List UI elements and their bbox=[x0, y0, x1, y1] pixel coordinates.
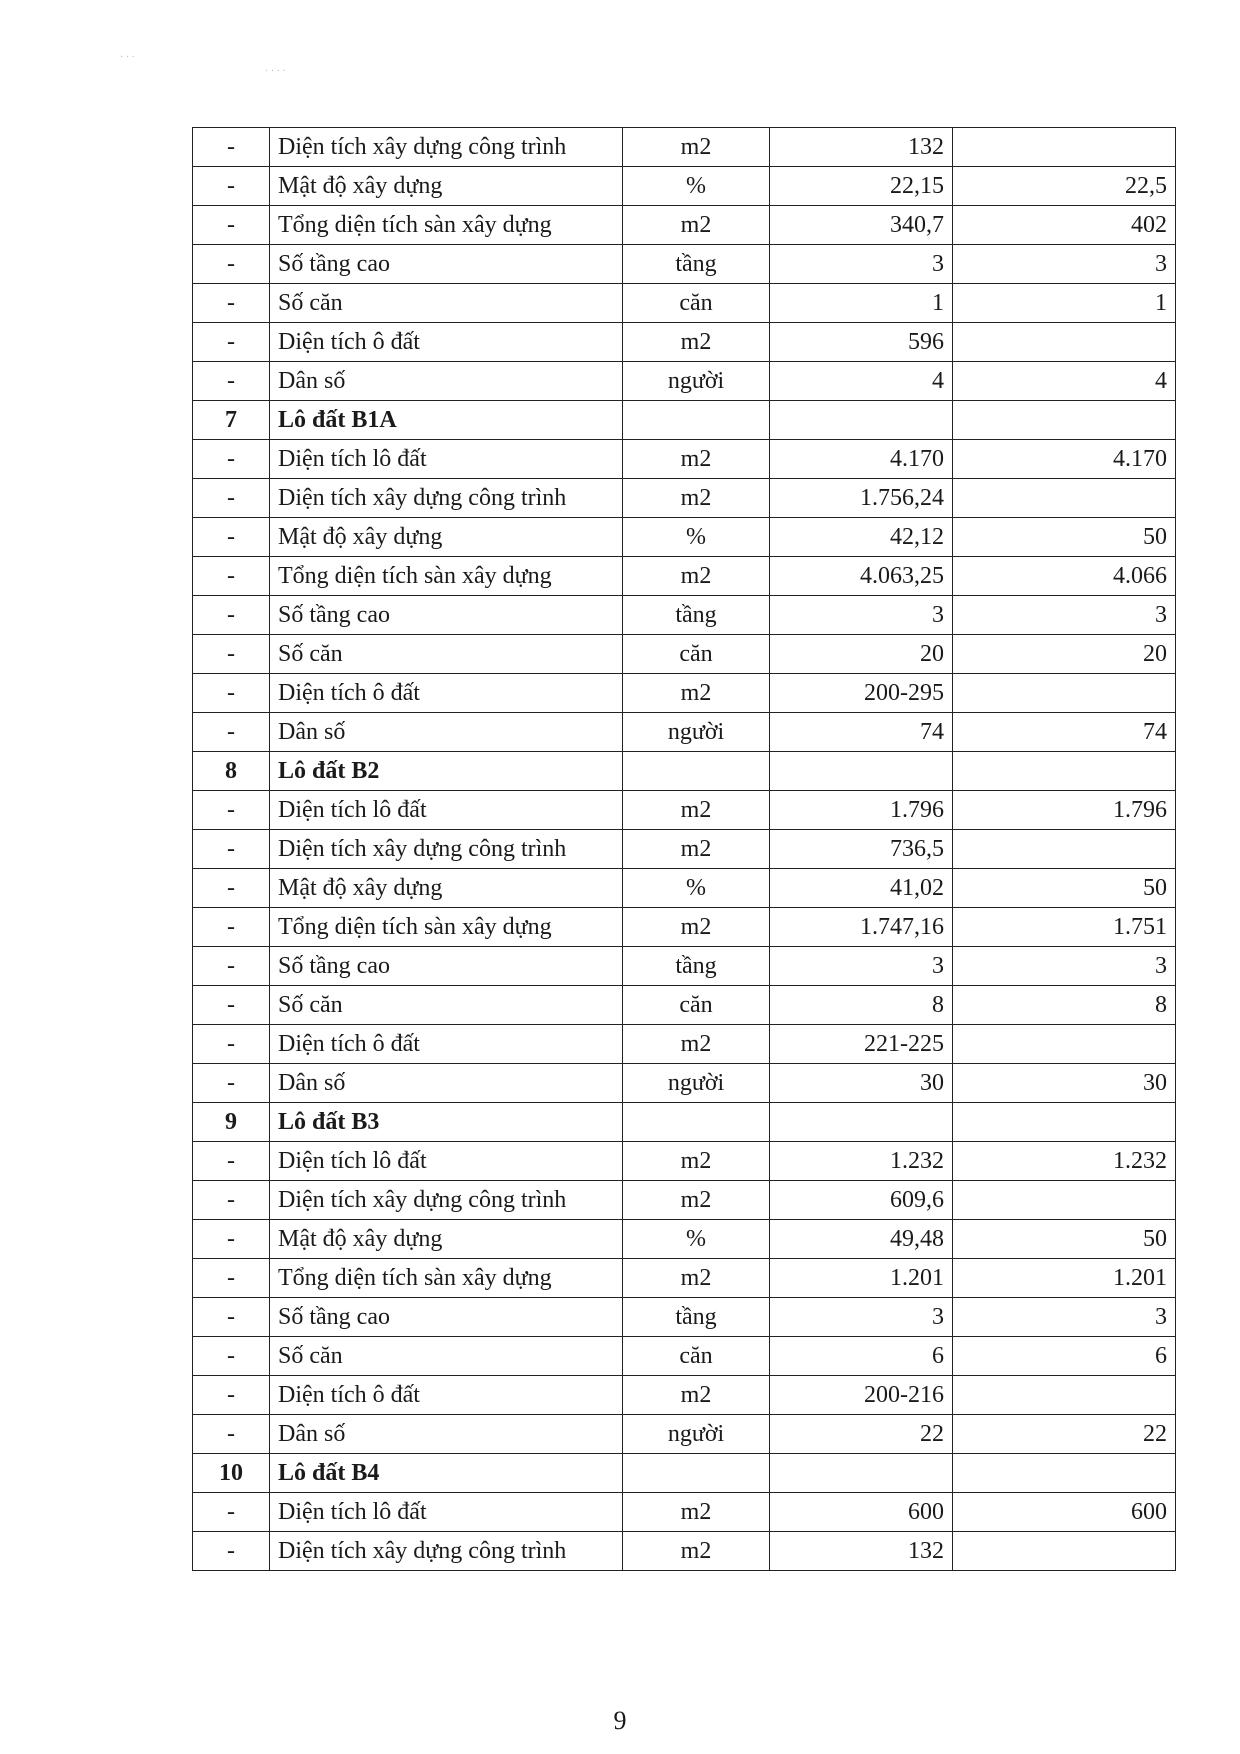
limit-cell: 4 bbox=[953, 362, 1176, 401]
table-row bbox=[193, 479, 1176, 518]
indicator-name-cell: Diện tích ô đất bbox=[270, 1376, 623, 1415]
value-cell: 22 bbox=[770, 1415, 953, 1454]
indicator-name-cell: Diện tích xây dựng công trình bbox=[270, 1532, 623, 1571]
indicator-name-cell: Mật độ xây dựng bbox=[270, 869, 623, 908]
indicator-name-cell: Lô đất B1A bbox=[270, 401, 623, 440]
indicator-name-cell: Diện tích ô đất bbox=[270, 1025, 623, 1064]
limit-cell: 1.201 bbox=[953, 1259, 1176, 1298]
limit-cell bbox=[953, 323, 1176, 362]
value-cell bbox=[770, 1454, 953, 1493]
value-cell: 200-295 bbox=[770, 674, 953, 713]
table-row bbox=[193, 869, 1176, 908]
limit-cell: 1.232 bbox=[953, 1142, 1176, 1181]
row-number-cell: - bbox=[193, 1337, 270, 1376]
section-row bbox=[193, 1103, 1176, 1142]
row-number-cell: - bbox=[193, 479, 270, 518]
indicator-name-cell: Mật độ xây dựng bbox=[270, 167, 623, 206]
limit-cell: 8 bbox=[953, 986, 1176, 1025]
table-row bbox=[193, 518, 1176, 557]
row-number-cell: - bbox=[193, 947, 270, 986]
limit-cell: 22,5 bbox=[953, 167, 1176, 206]
value-cell: 74 bbox=[770, 713, 953, 752]
table-row bbox=[193, 908, 1176, 947]
indicator-name-cell: Diện tích ô đất bbox=[270, 323, 623, 362]
unit-cell: tầng bbox=[623, 245, 770, 284]
limit-cell: 402 bbox=[953, 206, 1176, 245]
row-number-cell: 9 bbox=[193, 1103, 270, 1142]
unit-cell: người bbox=[623, 1064, 770, 1103]
table-row bbox=[193, 557, 1176, 596]
limit-cell bbox=[953, 128, 1176, 167]
row-number-cell: - bbox=[193, 284, 270, 323]
value-cell: 340,7 bbox=[770, 206, 953, 245]
row-number-cell: - bbox=[193, 986, 270, 1025]
table-row bbox=[193, 635, 1176, 674]
table-row bbox=[193, 440, 1176, 479]
table-row bbox=[193, 362, 1176, 401]
unit-cell: căn bbox=[623, 986, 770, 1025]
limit-cell: 1 bbox=[953, 284, 1176, 323]
unit-cell: m2 bbox=[623, 1259, 770, 1298]
unit-cell: tầng bbox=[623, 1298, 770, 1337]
row-number-cell: - bbox=[193, 791, 270, 830]
unit-cell bbox=[623, 1103, 770, 1142]
limit-cell: 1.796 bbox=[953, 791, 1176, 830]
value-cell: 132 bbox=[770, 1532, 953, 1571]
value-cell: 1.756,24 bbox=[770, 479, 953, 518]
limit-cell: 1.751 bbox=[953, 908, 1176, 947]
limit-cell bbox=[953, 830, 1176, 869]
indicator-name-cell: Diện tích lô đất bbox=[270, 440, 623, 479]
indicator-name-cell: Số căn bbox=[270, 1337, 623, 1376]
value-cell: 4 bbox=[770, 362, 953, 401]
unit-cell: người bbox=[623, 362, 770, 401]
table-row bbox=[193, 1376, 1176, 1415]
limit-cell: 3 bbox=[953, 1298, 1176, 1337]
unit-cell: m2 bbox=[623, 908, 770, 947]
value-cell: 8 bbox=[770, 986, 953, 1025]
row-number-cell: 8 bbox=[193, 752, 270, 791]
unit-cell: m2 bbox=[623, 1493, 770, 1532]
row-number-cell: 10 bbox=[193, 1454, 270, 1493]
indicator-name-cell: Diện tích ô đất bbox=[270, 674, 623, 713]
unit-cell: m2 bbox=[623, 674, 770, 713]
value-cell: 609,6 bbox=[770, 1181, 953, 1220]
row-number-cell: - bbox=[193, 869, 270, 908]
indicator-name-cell: Tổng diện tích sàn xây dựng bbox=[270, 206, 623, 245]
indicator-name-cell: Tổng diện tích sàn xây dựng bbox=[270, 557, 623, 596]
indicator-name-cell: Số căn bbox=[270, 635, 623, 674]
indicator-name-cell: Diện tích xây dựng công trình bbox=[270, 830, 623, 869]
value-cell bbox=[770, 752, 953, 791]
row-number-cell: - bbox=[193, 1532, 270, 1571]
table-row bbox=[193, 1298, 1176, 1337]
indicator-name-cell: Diện tích xây dựng công trình bbox=[270, 479, 623, 518]
unit-cell: m2 bbox=[623, 440, 770, 479]
limit-cell bbox=[953, 1025, 1176, 1064]
unit-cell bbox=[623, 401, 770, 440]
indicator-name-cell: Số căn bbox=[270, 284, 623, 323]
table-row bbox=[193, 284, 1176, 323]
section-row bbox=[193, 752, 1176, 791]
value-cell: 600 bbox=[770, 1493, 953, 1532]
indicator-name-cell: Diện tích xây dựng công trình bbox=[270, 128, 623, 167]
value-cell: 3 bbox=[770, 245, 953, 284]
value-cell: 30 bbox=[770, 1064, 953, 1103]
scan-artifact: · · · bbox=[120, 52, 135, 63]
page-number: 9 bbox=[613, 1706, 627, 1735]
limit-cell bbox=[953, 674, 1176, 713]
indicator-name-cell: Dân số bbox=[270, 713, 623, 752]
unit-cell: căn bbox=[623, 284, 770, 323]
row-number-cell: - bbox=[193, 1220, 270, 1259]
indicator-name-cell: Số tầng cao bbox=[270, 947, 623, 986]
table-row bbox=[193, 167, 1176, 206]
row-number-cell: - bbox=[193, 1025, 270, 1064]
indicator-name-cell: Mật độ xây dựng bbox=[270, 1220, 623, 1259]
value-cell: 3 bbox=[770, 1298, 953, 1337]
table-row bbox=[193, 830, 1176, 869]
value-cell: 221-225 bbox=[770, 1025, 953, 1064]
limit-cell bbox=[953, 752, 1176, 791]
table-row bbox=[193, 596, 1176, 635]
limit-cell bbox=[953, 1103, 1176, 1142]
value-cell: 1.232 bbox=[770, 1142, 953, 1181]
indicator-name-cell: Số tầng cao bbox=[270, 245, 623, 284]
limit-cell: 50 bbox=[953, 1220, 1176, 1259]
indicator-name-cell: Dân số bbox=[270, 362, 623, 401]
unit-cell: tầng bbox=[623, 596, 770, 635]
value-cell bbox=[770, 1103, 953, 1142]
limit-cell: 22 bbox=[953, 1415, 1176, 1454]
value-cell: 3 bbox=[770, 947, 953, 986]
unit-cell: % bbox=[623, 1220, 770, 1259]
row-number-cell: - bbox=[193, 1142, 270, 1181]
value-cell: 1 bbox=[770, 284, 953, 323]
limit-cell: 20 bbox=[953, 635, 1176, 674]
value-cell: 736,5 bbox=[770, 830, 953, 869]
unit-cell: m2 bbox=[623, 791, 770, 830]
limit-cell: 30 bbox=[953, 1064, 1176, 1103]
row-number-cell: - bbox=[193, 128, 270, 167]
row-number-cell: - bbox=[193, 1181, 270, 1220]
row-number-cell: - bbox=[193, 1376, 270, 1415]
limit-cell: 4.170 bbox=[953, 440, 1176, 479]
table-row bbox=[193, 1025, 1176, 1064]
table-row bbox=[193, 1220, 1176, 1259]
table-row bbox=[193, 1532, 1176, 1571]
unit-cell: % bbox=[623, 518, 770, 557]
indicator-name-cell: Số tầng cao bbox=[270, 1298, 623, 1337]
indicator-name-cell: Diện tích xây dựng công trình bbox=[270, 1181, 623, 1220]
row-number-cell: - bbox=[193, 245, 270, 284]
value-cell: 42,12 bbox=[770, 518, 953, 557]
unit-cell: người bbox=[623, 1415, 770, 1454]
unit-cell: % bbox=[623, 869, 770, 908]
value-cell: 200-216 bbox=[770, 1376, 953, 1415]
indicator-name-cell: Lô đất B2 bbox=[270, 752, 623, 791]
row-number-cell: - bbox=[193, 362, 270, 401]
indicator-name-cell: Diện tích lô đất bbox=[270, 1142, 623, 1181]
value-cell: 132 bbox=[770, 128, 953, 167]
row-number-cell: - bbox=[193, 1064, 270, 1103]
table-row bbox=[193, 1181, 1176, 1220]
indicator-name-cell: Tổng diện tích sàn xây dựng bbox=[270, 908, 623, 947]
limit-cell bbox=[953, 1376, 1176, 1415]
row-number-cell: - bbox=[193, 557, 270, 596]
limit-cell: 3 bbox=[953, 245, 1176, 284]
row-number-cell: - bbox=[193, 596, 270, 635]
limit-cell: 600 bbox=[953, 1493, 1176, 1532]
table-row bbox=[193, 206, 1176, 245]
section-row bbox=[193, 401, 1176, 440]
unit-cell: m2 bbox=[623, 479, 770, 518]
value-cell: 20 bbox=[770, 635, 953, 674]
scan-artifact: · · · · bbox=[265, 66, 286, 77]
value-cell: 596 bbox=[770, 323, 953, 362]
limit-cell bbox=[953, 1532, 1176, 1571]
row-number-cell: - bbox=[193, 323, 270, 362]
limit-cell: 74 bbox=[953, 713, 1176, 752]
indicator-name-cell: Diện tích lô đất bbox=[270, 1493, 623, 1532]
unit-cell: % bbox=[623, 167, 770, 206]
limit-cell bbox=[953, 401, 1176, 440]
unit-cell: m2 bbox=[623, 323, 770, 362]
row-number-cell: - bbox=[193, 830, 270, 869]
row-number-cell: - bbox=[193, 1259, 270, 1298]
table-row bbox=[193, 1259, 1176, 1298]
indicator-name-cell: Số căn bbox=[270, 986, 623, 1025]
unit-cell bbox=[623, 752, 770, 791]
unit-cell: người bbox=[623, 713, 770, 752]
table-row bbox=[193, 791, 1176, 830]
indicator-name-cell: Dân số bbox=[270, 1064, 623, 1103]
limit-cell bbox=[953, 1454, 1176, 1493]
table-row bbox=[193, 128, 1176, 167]
row-number-cell: - bbox=[193, 674, 270, 713]
row-number-cell: - bbox=[193, 1298, 270, 1337]
land-plot-indicators-table bbox=[192, 127, 1176, 1571]
indicator-name-cell: Số tầng cao bbox=[270, 596, 623, 635]
indicator-name-cell: Diện tích lô đất bbox=[270, 791, 623, 830]
limit-cell: 3 bbox=[953, 947, 1176, 986]
indicator-name-cell: Lô đất B4 bbox=[270, 1454, 623, 1493]
table-row bbox=[193, 1064, 1176, 1103]
table-row bbox=[193, 986, 1176, 1025]
unit-cell: m2 bbox=[623, 1142, 770, 1181]
limit-cell: 6 bbox=[953, 1337, 1176, 1376]
value-cell: 1.747,16 bbox=[770, 908, 953, 947]
value-cell: 3 bbox=[770, 596, 953, 635]
value-cell bbox=[770, 401, 953, 440]
unit-cell bbox=[623, 1454, 770, 1493]
row-number-cell: - bbox=[193, 1415, 270, 1454]
limit-cell: 50 bbox=[953, 518, 1176, 557]
value-cell: 4.170 bbox=[770, 440, 953, 479]
indicator-name-cell: Lô đất B3 bbox=[270, 1103, 623, 1142]
unit-cell: m2 bbox=[623, 1532, 770, 1571]
indicator-name-cell: Dân số bbox=[270, 1415, 623, 1454]
value-cell: 1.796 bbox=[770, 791, 953, 830]
table-row bbox=[193, 674, 1176, 713]
table-row bbox=[193, 1493, 1176, 1532]
limit-cell: 4.066 bbox=[953, 557, 1176, 596]
unit-cell: căn bbox=[623, 635, 770, 674]
unit-cell: căn bbox=[623, 1337, 770, 1376]
table-row bbox=[193, 713, 1176, 752]
row-number-cell: - bbox=[193, 713, 270, 752]
row-number-cell: - bbox=[193, 1493, 270, 1532]
table-row bbox=[193, 1337, 1176, 1376]
limit-cell bbox=[953, 479, 1176, 518]
indicator-name-cell: Tổng diện tích sàn xây dựng bbox=[270, 1259, 623, 1298]
value-cell: 41,02 bbox=[770, 869, 953, 908]
row-number-cell: - bbox=[193, 440, 270, 479]
row-number-cell: 7 bbox=[193, 401, 270, 440]
section-row bbox=[193, 1454, 1176, 1493]
table-row bbox=[193, 245, 1176, 284]
table-body bbox=[193, 128, 1176, 1571]
row-number-cell: - bbox=[193, 518, 270, 557]
table-row bbox=[193, 1415, 1176, 1454]
limit-cell bbox=[953, 1181, 1176, 1220]
row-number-cell: - bbox=[193, 908, 270, 947]
row-number-cell: - bbox=[193, 635, 270, 674]
unit-cell: m2 bbox=[623, 830, 770, 869]
value-cell: 6 bbox=[770, 1337, 953, 1376]
unit-cell: m2 bbox=[623, 557, 770, 596]
unit-cell: m2 bbox=[623, 1025, 770, 1064]
table-row bbox=[193, 1142, 1176, 1181]
value-cell: 22,15 bbox=[770, 167, 953, 206]
value-cell: 49,48 bbox=[770, 1220, 953, 1259]
table-row bbox=[193, 947, 1176, 986]
row-number-cell: - bbox=[193, 167, 270, 206]
indicator-name-cell: Mật độ xây dựng bbox=[270, 518, 623, 557]
unit-cell: m2 bbox=[623, 1376, 770, 1415]
row-number-cell: - bbox=[193, 206, 270, 245]
value-cell: 1.201 bbox=[770, 1259, 953, 1298]
unit-cell: m2 bbox=[623, 128, 770, 167]
limit-cell: 3 bbox=[953, 596, 1176, 635]
table-row bbox=[193, 323, 1176, 362]
value-cell: 4.063,25 bbox=[770, 557, 953, 596]
unit-cell: m2 bbox=[623, 206, 770, 245]
unit-cell: tầng bbox=[623, 947, 770, 986]
limit-cell: 50 bbox=[953, 869, 1176, 908]
unit-cell: m2 bbox=[623, 1181, 770, 1220]
